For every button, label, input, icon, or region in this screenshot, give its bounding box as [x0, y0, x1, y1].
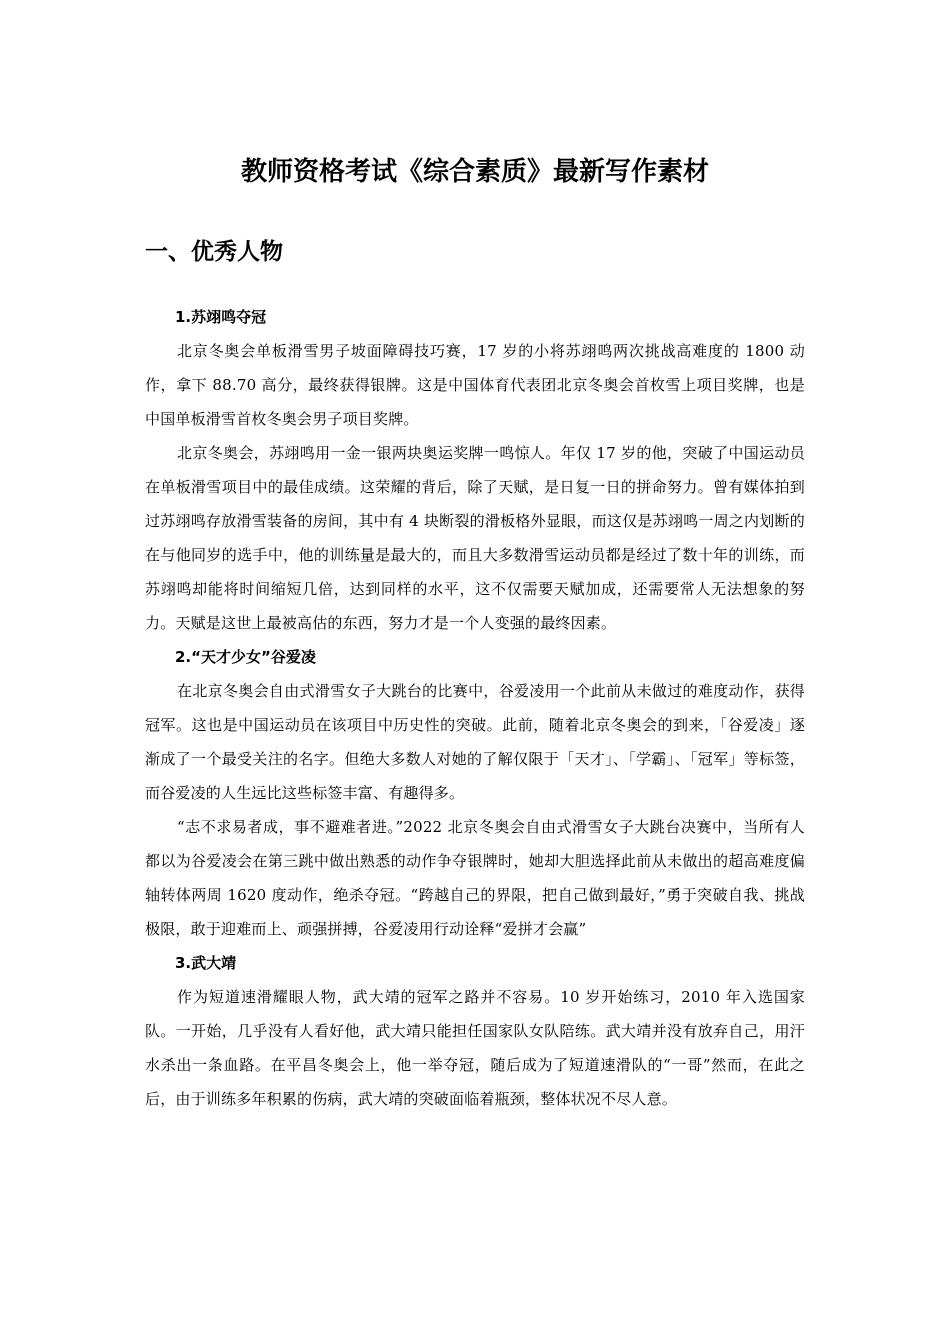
paragraph: 作为短道速滑耀眼人物，武大靖的冠军之路并不容易。10 岁开始练习，2010 年入选国家队。一开始，几乎没有人看好他，武大靖只能担任国家队女队陪练。武大靖并没有放弃自己，用汗水杀出一条血路。在平昌冬奥会上，他一举夺冠，随后成为了短道速滑队的“一哥”然而，在此之后，由于训练多年积累的伤病，武大靖的突破面临着瓶颈，整体状况不尽人意。 — [145, 988, 805, 1108]
paragraph: “志不求易者成，事不避难者进。”2022 北京冬奥会自由式滑雪女子大跳台决赛中，当所有人都以为谷爱凌会在第三跳中做出熟悉的动作争夺银牌时，她却大胆选择此前从未做出的超高难度偏轴转体两周 1620 度动作，绝杀夺冠。“跨越自己的界限，把自己做到最好，”勇于突破自我、挑战极限，敢于迎难而上、顽强拼搏，谷爱凌用行动诠释“爱拼才会赢” — [145, 818, 805, 938]
item-wu-dajing — [145, 946, 805, 1116]
document-body — [145, 300, 805, 1116]
item-heading: 3.武大靖 — [175, 954, 237, 972]
item-su-yiming — [145, 300, 805, 640]
paragraph: 北京冬奥会，苏翊鸣用一金一银两块奥运奖牌一鸣惊人。年仅 17 岁的他，突破了中国运动员在单板滑雪项目中的最佳成绩。这荣耀的背后，除了天赋，是日复一日的拼命努力。曾有媒体拍到过苏翊鸣存放滑雪装备的房间，其中有 4 块断裂的滑板格外显眼，而这仅是苏翊鸣一周之内划断的在与他同岁的选手中，他的训练量是最大的，而且大多数滑雪运动员都是经过了数十年的训练，而苏翊鸣却能将时间缩短几倍，达到同样的水平，这不仅需要天赋加成，还需要常人无法想象的努力。天赋是这世上最被高估的东西，努力才是一个人变强的最终因素。 — [145, 444, 805, 632]
item-heading: 1.苏翊鸣夺冠 — [175, 308, 267, 326]
document-title: 教师资格考试《综合素质》最新写作素材 — [240, 157, 709, 187]
section-heading: 一、优秀人物 — [145, 239, 283, 265]
item-gu-ailing — [145, 640, 805, 946]
paragraph: 北京冬奥会单板滑雪男子坡面障碍技巧赛，17 岁的小将苏翊鸣两次挑战高难度的 1800 动作，拿下 88.70 高分，最终获得银牌。这是中国体育代表团北京冬奥会首枚雪上项目奖牌，也是中国单板滑雪首枚冬奥会男子项目奖牌。 — [145, 342, 805, 428]
paragraph: 在北京冬奥会自由式滑雪女子大跳台的比赛中，谷爱凌用一个此前从未做过的难度动作，获得冠军。这也是中国运动员在该项目中历史性的突破。此前，随着北京冬奥会的到来，「谷爱凌」逐渐成了一个最受关注的名字。但绝大多数人对她的了解仅限于「天才」、「学霸」、「冠军」等标签，而谷爱凌的人生远比这些标签丰富、有趣得多。 — [145, 682, 805, 802]
item-heading: 2.“天才少女”谷爱凌 — [175, 648, 316, 666]
